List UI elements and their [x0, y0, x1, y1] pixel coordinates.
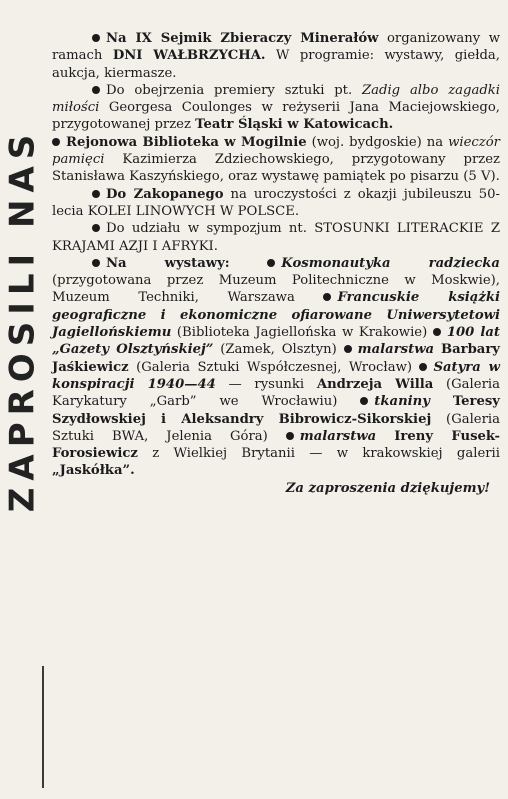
bullet-icon — [267, 259, 275, 267]
closing-line: Za zaproszenia dziękujemy! — [285, 480, 490, 496]
bullet-icon — [286, 432, 294, 440]
bullet-icon — [433, 328, 441, 336]
bullet-icon — [92, 259, 100, 267]
bullet-icon — [92, 190, 100, 198]
bullet-icon — [360, 397, 368, 405]
bullet-icon — [92, 224, 100, 232]
bullet-icon — [92, 34, 100, 42]
item-symposium: Do udziału w sympozjum nt. STOSUNKI LITERACKIE Z KRAJAMI AZJI I AFRYKI. — [52, 221, 500, 254]
bullet-icon — [92, 86, 100, 94]
article-column — [52, 30, 500, 497]
item-theatre-premiere: Do obejrzenia premiery sztuki pt. Zadig albo zagadki miłości Georgesa Coulonges w reżyserii Jana Maciejowskiego, przygotowanej przez Teatr Śląski w Katowicach. — [52, 82, 500, 133]
bullet-icon — [52, 138, 60, 146]
headline-text: ZAPROSILI NAS — [2, 127, 43, 513]
bullet-icon — [344, 345, 352, 353]
vertical-rule — [42, 666, 44, 788]
bullet-icon — [323, 293, 331, 301]
bullet-icon — [419, 363, 427, 371]
item-zakopane: Do Zakopanego na uroczystości z okazji jubileuszu 50-lecia KOLEI LINOWYCH W POLSCE. — [52, 186, 500, 219]
vertical-headline — [0, 0, 44, 640]
item-mineral-fair: Na IX Sejmik Zbieraczy Minerałów organizowany w ramach DNI WAŁBRZYCHA. W programie: wystawy, giełda, aukcja, kiermasze. — [52, 31, 500, 81]
item-library-evening: Rejonowa Biblioteka w Mogilnie (woj. bydgoskie) na wieczór pamięci Kazimierza Zdziechowskiego, przygotowany przez Stanisława Kaszyńskiego, oraz wystawę pamiątek po pisarzu (5 V). — [52, 134, 501, 185]
item-exhibitions: Na wystawy: Kosmonautyka radziecka (przygotowana przez Muzeum Politechniczne w Moskwie), Muzeum Techniki, Warszawa Francuskie książki geograficzne i ekonomiczne ofiarowane Uniwersytetowi Jagiellońskiemu (Biblioteka Jagiellońska w Krakowie) 100 lat „Gazety Olsztyńskiej” (Zamek, Olsztyn) malarstwa Barbary Jaśkiewicz (Galeria Sztuki Współczesnej, Wrocław) Satyra w konspiracji 1940—44 — rysunki Andrzeja Willa (Galeria Karykatury „Garb” we Wrocławiu) tkaniny Teresy Szydłowskiej i Aleksandry Bibrowicz-Sikorskiej (Galeria Sztuki BWA, Jelenia Góra) malarstwa Ireny Fusek-Forosiewicz z Wielkiej Brytanii — w krakowskiej galerii „Jaskółka”. — [52, 255, 500, 479]
